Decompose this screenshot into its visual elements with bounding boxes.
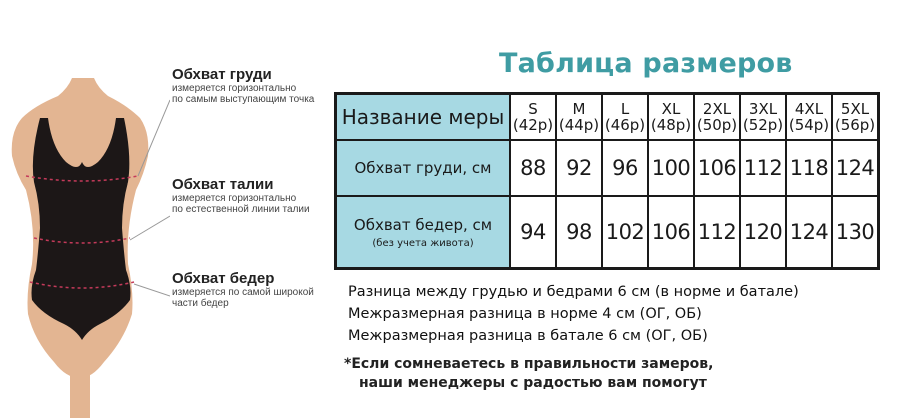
note-line-1: Разница между грудью и бедрами 6 см (в норме и батале) xyxy=(348,284,799,300)
table-cell: 92 xyxy=(556,140,602,196)
waist-desc-1: измеряется горизонтально xyxy=(172,193,297,204)
footnote-line-1: *Если сомневаетесь в правильности замеров, xyxy=(344,356,714,372)
hips-title: Обхват бедер xyxy=(172,270,275,287)
size-header-xl xyxy=(648,94,694,141)
header-label: Название меры xyxy=(336,94,511,141)
table-cell: 124 xyxy=(786,196,832,269)
size-header-2xl xyxy=(694,94,740,141)
size-ru: (48р) xyxy=(650,116,692,134)
size-letter: 2XL xyxy=(702,100,732,118)
size-header-s xyxy=(510,94,556,141)
row-label-hips-main: Обхват бедер, см xyxy=(353,215,493,234)
size-header-3xl xyxy=(740,94,786,141)
table-cell: 102 xyxy=(602,196,648,269)
size-letter: 4XL xyxy=(794,100,824,118)
table-cell: 112 xyxy=(694,196,740,269)
table-cell: 124 xyxy=(832,140,879,196)
table-cell: 120 xyxy=(740,196,786,269)
size-ru: (42р) xyxy=(512,116,554,134)
table-cell: 106 xyxy=(694,140,740,196)
size-ru: (52р) xyxy=(742,116,784,134)
waist-callout xyxy=(172,176,310,215)
table-cell: 100 xyxy=(648,140,694,196)
size-letter: 5XL xyxy=(840,100,870,118)
table-cell: 88 xyxy=(510,140,556,196)
hips-desc-1: измеряется по самой широкой xyxy=(172,287,314,298)
chest-desc-1: измеряется горизонтально xyxy=(172,83,297,94)
hips-desc-2: части бедер xyxy=(172,298,229,309)
hips-callout xyxy=(172,270,314,309)
size-table xyxy=(334,92,880,270)
chest-callout xyxy=(172,66,314,105)
row-label-hips-note: (без учета живота) xyxy=(372,237,474,249)
size-ru: (46р) xyxy=(604,116,646,134)
table-cell: 98 xyxy=(556,196,602,269)
table-title: Таблица размеров xyxy=(499,48,793,79)
table-cell: 94 xyxy=(510,196,556,269)
waist-desc-2: по естественной линии талии xyxy=(172,204,310,215)
row-label-chest: Обхват груди, см xyxy=(336,140,511,196)
table-row-chest xyxy=(336,140,879,196)
size-letter: 3XL xyxy=(748,100,778,118)
mannequin-figure xyxy=(0,78,170,418)
size-header-4xl xyxy=(786,94,832,141)
chest-desc-2: по самым выступающим точка xyxy=(172,94,315,105)
size-header-m xyxy=(556,94,602,141)
table-cell: 118 xyxy=(786,140,832,196)
size-header-l xyxy=(602,94,648,141)
note-line-2: Межразмерная разница в норме 4 см (ОГ, ОБ) xyxy=(348,306,702,322)
size-header-5xl xyxy=(832,94,879,141)
row-label-hips xyxy=(336,196,511,269)
size-letter: S xyxy=(528,100,538,118)
chest-title: Обхват груди xyxy=(172,66,272,83)
table-header-row xyxy=(336,94,879,141)
size-letter: M xyxy=(572,100,586,118)
table-cell: 96 xyxy=(602,140,648,196)
table-row-hips xyxy=(336,196,879,269)
size-letter: L xyxy=(620,100,630,118)
waist-title: Обхват талии xyxy=(172,176,274,193)
size-ru: (54р) xyxy=(788,116,830,134)
footnote-line-2: наши менеджеры с радостью вам помогут xyxy=(359,375,707,391)
note-line-3: Межразмерная разница в батале 6 см (ОГ, ОБ) xyxy=(348,328,708,344)
size-ru: (44р) xyxy=(558,116,600,134)
size-letter: XL xyxy=(661,100,681,118)
table-cell: 130 xyxy=(832,196,879,269)
size-ru: (50р) xyxy=(696,116,738,134)
table-cell: 112 xyxy=(740,140,786,196)
table-cell: 106 xyxy=(648,196,694,269)
size-ru: (56р) xyxy=(834,116,876,134)
